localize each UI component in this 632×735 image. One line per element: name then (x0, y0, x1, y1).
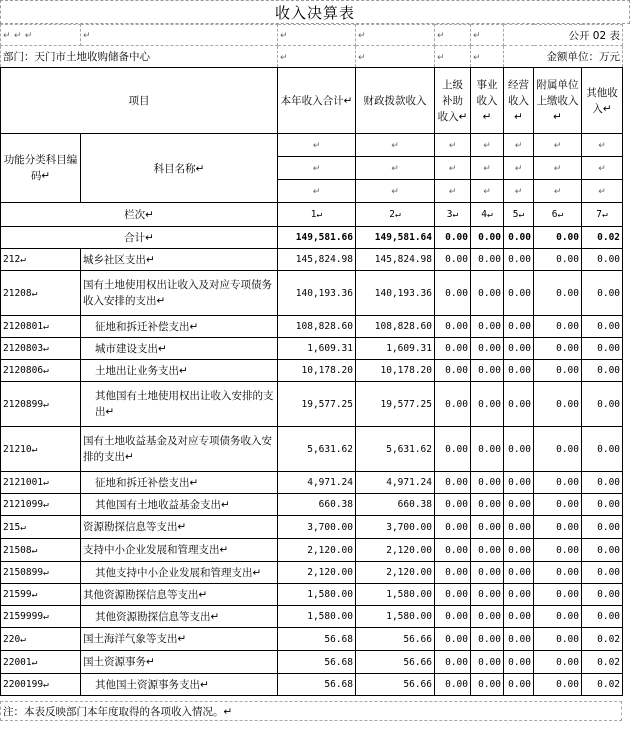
row-value: 0.00 (471, 249, 504, 271)
row-name: 其他资源勘探信息等支出↵ (81, 584, 278, 606)
row-value: 5,631.62 (356, 427, 435, 472)
row-value: 0.00 (435, 316, 471, 338)
cell-mark: ↵ (483, 141, 491, 151)
seq-label: 栏次↵ (1, 203, 278, 227)
cell-mark: ↵ (83, 31, 91, 41)
row-value: 108,828.60 (278, 316, 356, 338)
total-value: 0.02 (582, 227, 623, 249)
row-value: 56.66 (356, 674, 435, 696)
row-value: 0.00 (435, 271, 471, 316)
row-value: 0.00 (435, 651, 471, 674)
row-value: 0.00 (471, 516, 504, 539)
row-value: 19,577.25 (278, 382, 356, 427)
department-label: 部门：天门市土地收购储备中心 (1, 46, 278, 68)
row-value: 0.00 (471, 472, 504, 494)
header-func-code: 功能分类科目编码↵ (1, 134, 81, 203)
cell-mark: ↵ (24, 31, 33, 41)
row-code: 21210↵ (1, 427, 81, 472)
row-value: 0.00 (534, 249, 582, 271)
row-value: 56.66 (356, 628, 435, 651)
row-value: 0.00 (582, 316, 623, 338)
row-name: 征地和拆迁补偿支出↵ (81, 472, 278, 494)
header-other: 其他收入↵ (582, 68, 623, 134)
row-value: 2,120.00 (278, 562, 356, 584)
cell-mark: ↵ (514, 164, 523, 174)
row-value: 0.00 (504, 316, 534, 338)
row-value: 0.00 (471, 562, 504, 584)
row-value: 0.00 (534, 427, 582, 472)
row-value: 0.00 (504, 472, 534, 494)
row-name: 国土海洋气象等支出↵ (81, 628, 278, 651)
row-value: 0.00 (534, 606, 582, 628)
cell-mark: ↵ (448, 141, 457, 151)
cell-mark: ↵ (553, 187, 562, 197)
row-name: 其他国有土地使用权出让收入安排的支出↵ (81, 382, 278, 427)
row-value: 0.00 (534, 674, 582, 696)
row-value: 0.00 (504, 562, 534, 584)
row-value: 0.00 (471, 628, 504, 651)
header-fiscal: 财政拨款收入 (356, 68, 435, 134)
row-code: 2150899↵ (1, 562, 81, 584)
cell-mark: ↵ (514, 187, 523, 197)
header-total: 本年收入合计↵ (278, 68, 356, 134)
footnote: 注：本表反映部门本年度取得的各项收入情况。↵ (0, 701, 622, 721)
row-value: 0.00 (534, 562, 582, 584)
row-value: 2,120.00 (356, 562, 435, 584)
row-value: 140,193.36 (278, 271, 356, 316)
total-label: 合计↵ (1, 227, 278, 249)
row-value: 0.00 (504, 516, 534, 539)
row-value: 108,828.60 (356, 316, 435, 338)
row-value: 0.00 (504, 606, 534, 628)
row-name: 城乡社区支出↵ (81, 249, 278, 271)
row-value: 0.00 (504, 249, 534, 271)
row-value: 0.00 (471, 494, 504, 516)
row-name: 其他支持中小企业发展和管理支出↵ (81, 562, 278, 584)
row-code: 2120806↵ (1, 360, 81, 382)
row-value: 145,824.98 (356, 249, 435, 271)
row-value: 0.02 (582, 674, 623, 696)
table-row (1, 651, 623, 674)
row-value: 0.00 (471, 539, 504, 562)
row-value: 0.00 (435, 516, 471, 539)
cell-mark: ↵ (391, 187, 399, 197)
cell-mark: ↵ (483, 164, 491, 174)
seq-number: 5↵ (504, 203, 534, 227)
row-value: 0.00 (471, 382, 504, 427)
row-name: 其他国有土地收益基金支出↵ (81, 494, 278, 516)
row-value: 0.00 (504, 427, 534, 472)
row-value: 0.00 (471, 338, 504, 360)
cell-mark: ↵ (312, 141, 321, 151)
row-value: 0.00 (435, 338, 471, 360)
row-value: 0.00 (534, 316, 582, 338)
total-value: 0.00 (471, 227, 504, 249)
row-name: 国有土地收益基金及对应专项债务收入安排的支出↵ (81, 427, 278, 472)
row-value: 145,824.98 (278, 249, 356, 271)
row-value: 56.68 (278, 628, 356, 651)
table-row (1, 382, 623, 427)
row-name: 征地和拆迁补偿支出↵ (81, 316, 278, 338)
header-superior: 上级补助收入↵ (435, 68, 471, 134)
row-code: 220↵ (1, 628, 81, 651)
header-row (1, 68, 623, 134)
total-value: 0.00 (435, 227, 471, 249)
row-value: 0.00 (582, 516, 623, 539)
row-value: 0.00 (582, 427, 623, 472)
row-value: 0.00 (435, 628, 471, 651)
row-value: 0.00 (534, 494, 582, 516)
row-code: 2120801↵ (1, 316, 81, 338)
top-row (1, 25, 623, 46)
row-value: 0.00 (435, 249, 471, 271)
cell-mark: ↵ (514, 141, 523, 151)
row-value: 0.00 (435, 674, 471, 696)
row-value: 0.00 (435, 427, 471, 472)
table-row (1, 584, 623, 606)
row-value: 0.00 (504, 628, 534, 651)
cell-mark: ↵ (358, 52, 366, 63)
row-name: 城市建设支出↵ (81, 338, 278, 360)
row-value: 1,609.31 (356, 338, 435, 360)
row-value: 4,971.24 (278, 472, 356, 494)
row-code: 2121099↵ (1, 494, 81, 516)
seq-number: 7↵ (582, 203, 623, 227)
row-value: 1,580.00 (356, 584, 435, 606)
row-code: 2121001↵ (1, 472, 81, 494)
row-value: 0.00 (582, 338, 623, 360)
row-value: 660.38 (278, 494, 356, 516)
row-value: 0.00 (471, 584, 504, 606)
row-value: 1,609.31 (278, 338, 356, 360)
seq-row (1, 203, 623, 227)
row-value: 0.00 (435, 562, 471, 584)
row-name: 支持中小企业发展和管理支出↵ (81, 539, 278, 562)
header-subject-name: 科目名称↵ (81, 134, 278, 203)
row-value: 10,178.20 (278, 360, 356, 382)
row-value: 10,178.20 (356, 360, 435, 382)
seq-number: 1↵ (278, 203, 356, 227)
header-item: 项目 (1, 68, 278, 134)
row-value: 3,700.00 (356, 516, 435, 539)
cell-mark: ↵ (473, 31, 481, 41)
table-row (1, 472, 623, 494)
table-row (1, 674, 623, 696)
row-value: 0.00 (471, 674, 504, 696)
row-value: 0.00 (582, 562, 623, 584)
row-value: 1,580.00 (278, 606, 356, 628)
income-table (0, 24, 623, 696)
cell-mark: ↵ (553, 141, 562, 151)
row-value: 0.00 (504, 651, 534, 674)
total-row (1, 227, 623, 249)
row-value: 0.00 (504, 494, 534, 516)
row-value: 0.00 (471, 316, 504, 338)
cell-mark: ↵ (280, 52, 288, 63)
table-row (1, 271, 623, 316)
row-value: 0.00 (534, 271, 582, 316)
header-business: 事业收入↵ (471, 68, 504, 134)
row-value: 0.02 (582, 651, 623, 674)
page-title: 收入决算表 (0, 0, 630, 24)
row-value: 0.00 (582, 360, 623, 382)
total-value: 149,581.66 (278, 227, 356, 249)
cell-mark: ↵ (598, 187, 606, 197)
row-value: 0.00 (534, 628, 582, 651)
cell-mark: ↵ (13, 31, 22, 41)
row-value: 0.00 (582, 494, 623, 516)
seq-number: 6↵ (534, 203, 582, 227)
total-value: 0.00 (534, 227, 582, 249)
row-value: 3,700.00 (278, 516, 356, 539)
subheader-row (1, 134, 623, 157)
row-value: 0.00 (471, 360, 504, 382)
cell-mark: ↵ (391, 164, 399, 174)
row-code: 21599↵ (1, 584, 81, 606)
row-value: 56.68 (278, 674, 356, 696)
cell-mark: ↵ (312, 164, 321, 174)
row-value: 0.00 (582, 249, 623, 271)
row-value: 0.00 (534, 338, 582, 360)
dept-row (1, 46, 623, 68)
row-value: 1,580.00 (278, 584, 356, 606)
row-name: 其他资源勘探信息等支出↵ (81, 606, 278, 628)
row-value: 56.66 (356, 651, 435, 674)
row-name: 其他国土资源事务支出↵ (81, 674, 278, 696)
cell-mark: ↵ (437, 52, 445, 63)
seq-number: 4↵ (471, 203, 504, 227)
seq-number: 2↵ (356, 203, 435, 227)
row-code: 2200199↵ (1, 674, 81, 696)
row-value: 4,971.24 (356, 472, 435, 494)
row-code: 212↵ (1, 249, 81, 271)
row-value: 0.00 (435, 472, 471, 494)
cell-mark: ↵ (280, 31, 288, 41)
row-value: 0.00 (504, 584, 534, 606)
header-affiliated: 附属单位上缴收入↵ (534, 68, 582, 134)
cell-mark: ↵ (312, 187, 321, 197)
row-value: 0.00 (435, 606, 471, 628)
row-value: 0.00 (534, 516, 582, 539)
row-name: 国土资源事务↵ (81, 651, 278, 674)
row-value: 0.00 (582, 606, 623, 628)
cell-mark: ↵ (448, 164, 457, 174)
cell-mark: ↵ (553, 164, 562, 174)
row-value: 0.00 (534, 584, 582, 606)
cell-mark: ↵ (437, 31, 445, 41)
row-code: 2159999↵ (1, 606, 81, 628)
table-row (1, 316, 623, 338)
total-value: 0.00 (504, 227, 534, 249)
row-value: 0.00 (435, 360, 471, 382)
row-value: 2,120.00 (278, 539, 356, 562)
row-value: 5,631.62 (278, 427, 356, 472)
table-row (1, 562, 623, 584)
cell-mark: ↵ (598, 141, 606, 151)
row-value: 0.00 (504, 360, 534, 382)
row-value: 0.00 (582, 584, 623, 606)
row-value: 0.00 (534, 360, 582, 382)
table-row (1, 606, 623, 628)
row-code: 21208↵ (1, 271, 81, 316)
cell-mark: ↵ (483, 187, 491, 197)
row-value: 0.00 (534, 651, 582, 674)
cell-mark: ↵ (3, 31, 11, 41)
row-value: 19,577.25 (356, 382, 435, 427)
row-value: 0.00 (582, 472, 623, 494)
row-value: 0.00 (435, 539, 471, 562)
form-number: 公开 02 表 (504, 25, 623, 46)
cell-mark: ↵ (598, 164, 606, 174)
row-value: 2,120.00 (356, 539, 435, 562)
row-value: 0.00 (504, 338, 534, 360)
row-value: 0.00 (504, 674, 534, 696)
row-code: 2120899↵ (1, 382, 81, 427)
row-value: 140,193.36 (356, 271, 435, 316)
row-value: 0.00 (471, 606, 504, 628)
row-value: 0.00 (582, 271, 623, 316)
row-name: 国有土地使用权出让收入及对应专项债务收入安排的支出↵ (81, 271, 278, 316)
row-value: 0.00 (534, 382, 582, 427)
row-name: 土地出让业务支出↵ (81, 360, 278, 382)
row-value: 0.00 (504, 382, 534, 427)
row-value: 0.00 (435, 584, 471, 606)
row-name: 资源勘探信息等支出↵ (81, 516, 278, 539)
table-row (1, 539, 623, 562)
table-row (1, 494, 623, 516)
table-row (1, 249, 623, 271)
row-value: 660.38 (356, 494, 435, 516)
unit-label: 金额单位：万元 (504, 46, 623, 68)
row-value: 0.00 (582, 539, 623, 562)
row-value: 0.00 (582, 382, 623, 427)
table-row (1, 427, 623, 472)
header-operating: 经营收入↵ (504, 68, 534, 134)
row-value: 0.00 (471, 651, 504, 674)
row-value: 0.00 (504, 539, 534, 562)
table-row (1, 628, 623, 651)
row-code: 2120803↵ (1, 338, 81, 360)
row-value: 0.00 (471, 271, 504, 316)
table-row (1, 338, 623, 360)
row-value: 0.00 (435, 494, 471, 516)
cell-mark: ↵ (391, 141, 399, 151)
row-value: 0.00 (471, 427, 504, 472)
row-value: 0.00 (534, 539, 582, 562)
table-row (1, 360, 623, 382)
row-code: 22001↵ (1, 651, 81, 674)
table-row (1, 516, 623, 539)
row-value: 0.00 (435, 382, 471, 427)
cell-mark: ↵ (358, 31, 366, 41)
row-value: 56.68 (278, 651, 356, 674)
cell-mark: ↵ (473, 52, 481, 63)
row-value: 0.02 (582, 628, 623, 651)
row-value: 0.00 (504, 271, 534, 316)
row-value: 1,580.00 (356, 606, 435, 628)
seq-number: 3↵ (435, 203, 471, 227)
row-code: 21508↵ (1, 539, 81, 562)
total-value: 149,581.64 (356, 227, 435, 249)
row-value: 0.00 (534, 472, 582, 494)
row-code: 215↵ (1, 516, 81, 539)
cell-mark: ↵ (448, 187, 457, 197)
